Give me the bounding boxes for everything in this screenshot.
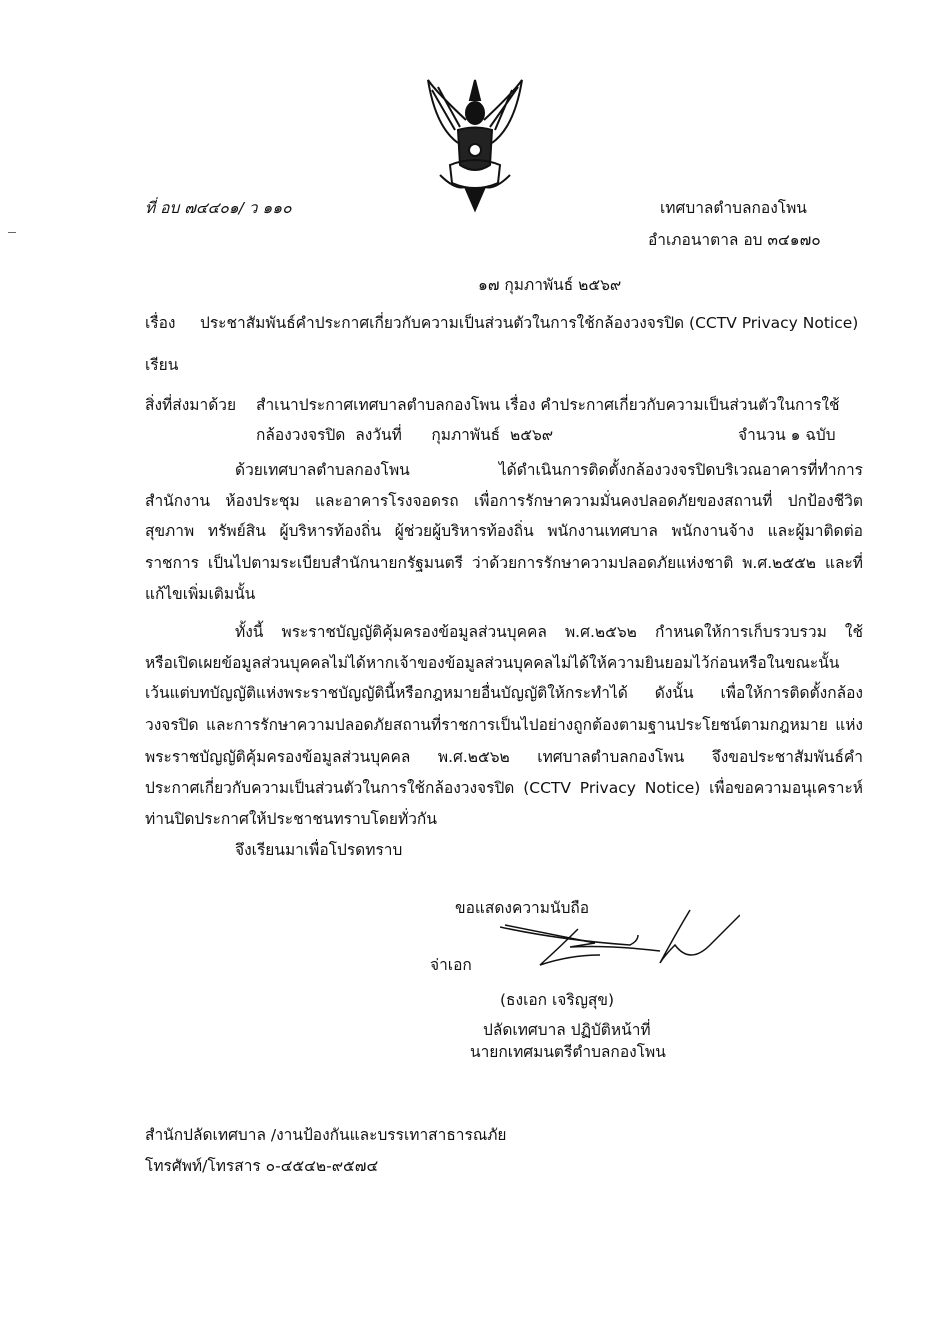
document-date: ๑๗ กุมภาพันธ์ ๒๕๖๙ [478, 276, 622, 294]
closing-line: จึงเรียนมาเพื่อโปรดทราบ [235, 841, 403, 859]
paragraph2-line: ท่านปิดประกาศให้ประชาชนทราบโดยทั่วกัน [145, 810, 437, 828]
enclosure-count: จำนวน ๑ ฉบับ [738, 426, 836, 444]
enclosure-line-2: กล้องวงจรปิด ลงวันที่ กุมภาพันธ์ ๒๕๖๙ [256, 426, 554, 444]
paragraph1-line: ราชการ เป็นไปตามระเบียบสำนักนายกรัฐมนตรี ว่าด้วยการรักษาความปลอดภัยแห่งชาติ พ.ศ.๒๕๕๒ และที่ [145, 554, 863, 572]
paragraph1-line: สุขภาพ ทรัพย์สิน ผู้บริหารท้องถิ่น ผู้ช่วยผู้บริหารท้องถิ่น พนักงานเทศบาล พนักงานจ้าง และผู้มาติดต่อ [145, 522, 863, 540]
paragraph1-line: ด้วยเทศบาลตำบลกองโพน ได้ดำเนินการติดตั้งกล้องวงจรปิดบริเวณอาคารที่ทำการ [235, 461, 863, 479]
enclosure-label: สิ่งที่ส่งมาด้วย [145, 396, 237, 414]
paragraph2-line: พระราชบัญญัติคุ้มครองข้อมูลส่วนบุคคล พ.ศ.๒๕๖๒ เทศบาลตำบลกองโพน จึงขอประชาสัมพันธ์คำ [145, 748, 863, 766]
subject-text: ประชาสัมพันธ์คำประกาศเกี่ยวกับความเป็นส่วนตัวในการใช้กล้องวงจรปิด (CCTV Privacy Notice) [200, 314, 859, 332]
signer-name: (ธงเอก เจริญสุข) [500, 991, 615, 1009]
office-address: อำเภอนาตาล อบ ๓๔๑๗๐ [648, 231, 821, 249]
footer-phone: โทรศัพท์/โทรสาร ๐-๔๕๔๒-๙๕๗๔ [145, 1157, 379, 1175]
scan-mark [8, 232, 16, 233]
office-name: เทศบาลตำบลกองโพน [660, 199, 807, 217]
paragraph2-line: เว้นแต่บทบัญญัติแห่งพระราชบัญญัตินี้หรือกฎหมายอื่นบัญญัติให้กระทำได้ ดังนั้น เพื่อให้การติดตั้งกล้อง [145, 684, 863, 702]
signature-rank: จ่าเอก [430, 956, 472, 974]
signature-salutation: ขอแสดงความนับถือ [455, 899, 590, 917]
enclosure-line-1: สำเนาประกาศเทศบาลตำบลกองโพน เรื่อง คำประกาศเกี่ยวกับความเป็นส่วนตัวในการใช้ [256, 396, 840, 414]
paragraph1-line: สำนักงาน ห้องประชุม และอาคารโรงจอดรถ เพื่อการรักษาความมั่นคงปลอดภัยของสถานที่ ปกป้องชีวิต [145, 492, 863, 510]
subject-label: เรื่อง [145, 314, 176, 332]
footer-department: สำนักปลัดเทศบาล /งานป้องกันและบรรเทาสาธารณภัย [145, 1126, 507, 1144]
paragraph2-line: วงจรปิด และการรักษาความปลอดภัยสถานที่ราชการเป็นไปอย่างถูกต้องตามฐานประโยชน์ตามกฎหมาย แห่ง [145, 716, 863, 734]
paragraph2-line: หรือเปิดเผยข้อมูลส่วนบุคคลไม่ได้หากเจ้าของข้อมูลส่วนบุคคลไม่ได้ให้ความยินยอมไว้ก่อนหรือในขณะนั้น [145, 654, 840, 672]
signer-position-1: ปลัดเทศบาล ปฏิบัติหน้าที่ [483, 1021, 651, 1039]
garuda-emblem [420, 75, 530, 215]
reference-number: ที่ อบ ๗๔๔๐๑/ ว ๑๑๐ [145, 199, 292, 217]
handwritten-signature [500, 905, 740, 975]
to-label: เรียน [145, 356, 179, 374]
paragraph1-line: แก้ไขเพิ่มเติมนั้น [145, 585, 256, 603]
paragraph2-line: ทั้งนี้ พระราชบัญญัติคุ้มครองข้อมูลส่วนบุคคล พ.ศ.๒๕๖๒ กำหนดให้การเก็บรวบรวม ใช้ [235, 623, 863, 641]
paragraph2-line: ประกาศเกี่ยวกับความเป็นส่วนตัวในการใช้กล้องวงจรปิด (CCTV Privacy Notice) เพื่อขอความอนุเคราะห์ [145, 779, 863, 797]
signer-position-2: นายกเทศมนตรีตำบลกองโพน [470, 1043, 666, 1061]
